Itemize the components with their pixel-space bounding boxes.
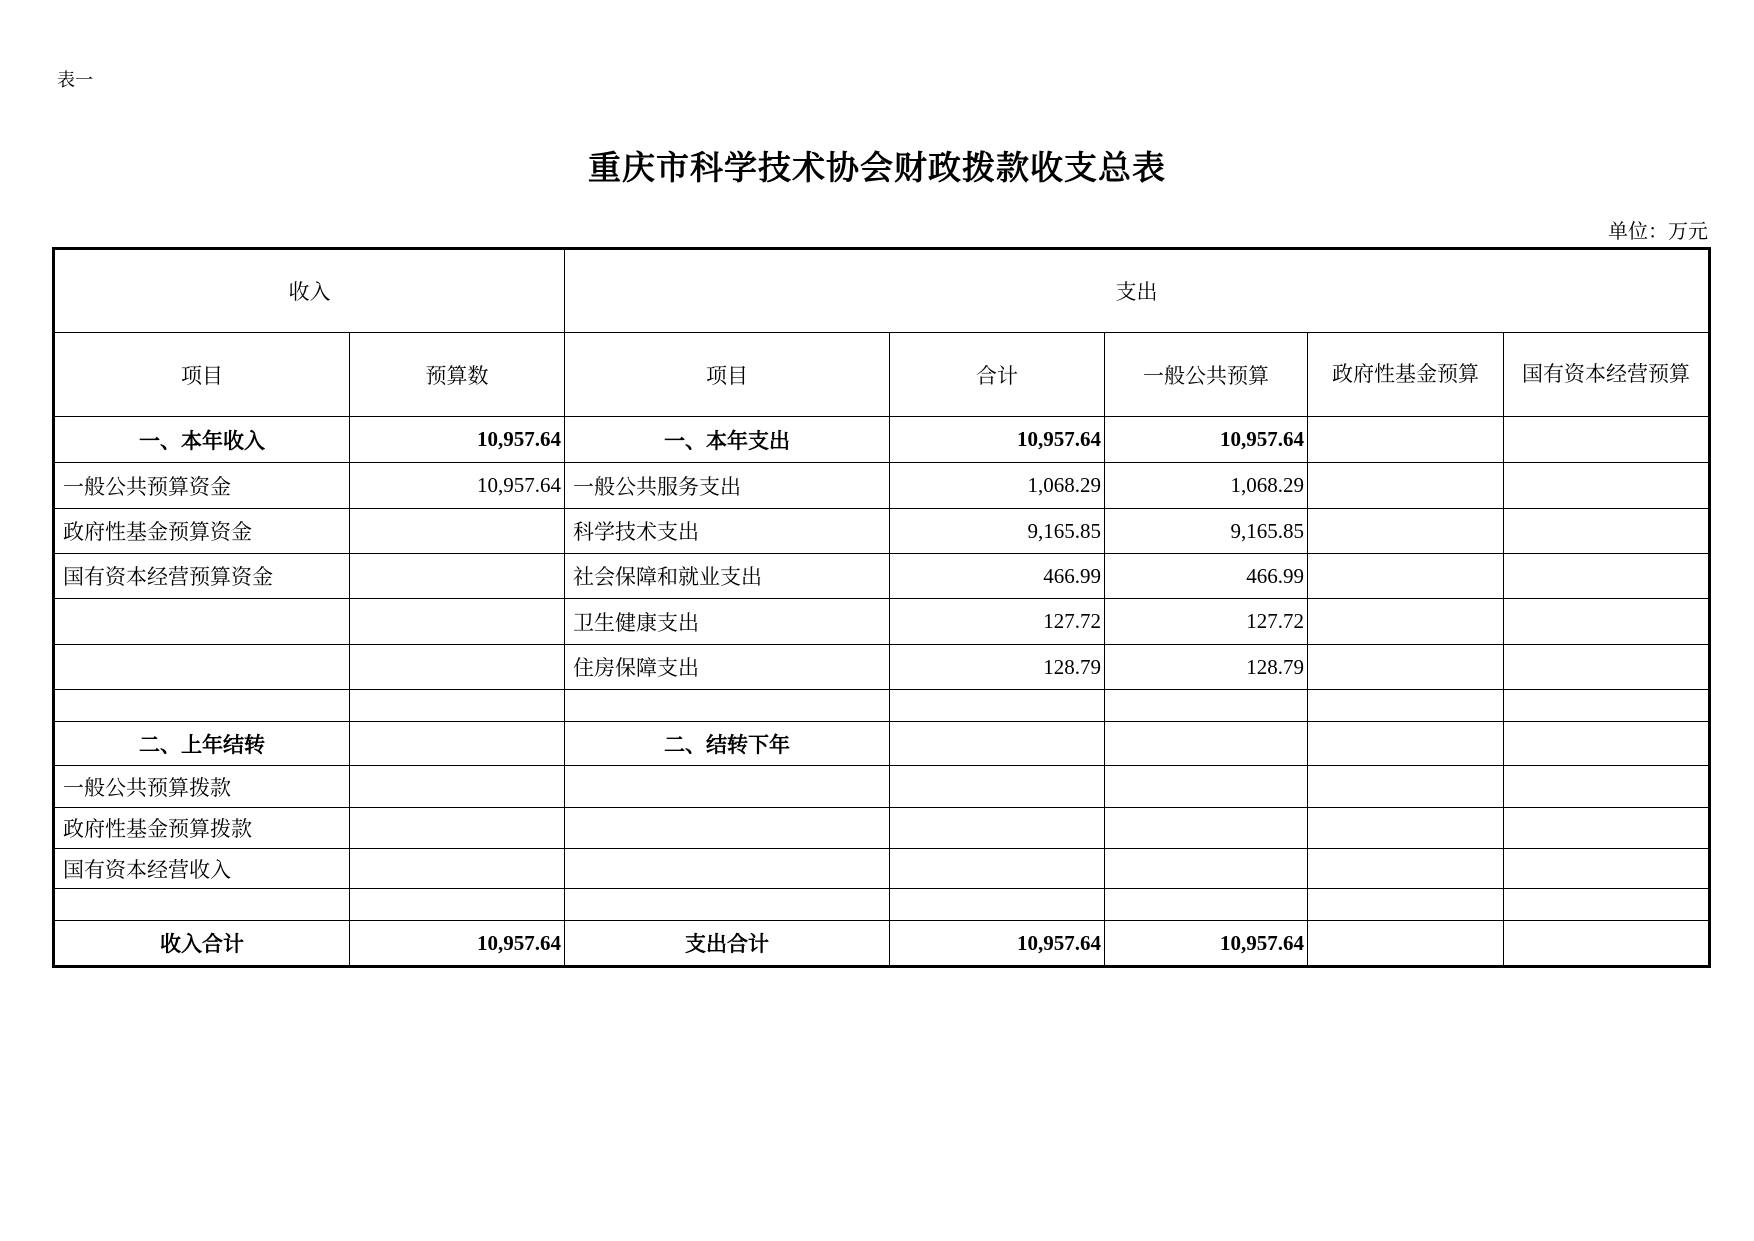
expense-item-cell bbox=[565, 889, 890, 921]
state-capital-budget-cell bbox=[1504, 690, 1710, 722]
expense-item-cell: 社会保障和就业支出 bbox=[565, 554, 890, 599]
table-row bbox=[54, 766, 1710, 808]
budget-cell bbox=[350, 722, 565, 766]
total-cell: 127.72 bbox=[890, 599, 1105, 645]
income-item-cell: 国有资本经营预算资金 bbox=[54, 554, 350, 599]
fiscal-summary-table bbox=[52, 247, 1711, 968]
general-budget-cell: 128.79 bbox=[1105, 645, 1308, 690]
column-header-state-capital-budget: 国有资本经营预算 bbox=[1504, 333, 1710, 417]
budget-cell bbox=[350, 554, 565, 599]
total-cell bbox=[890, 722, 1105, 766]
total-cell: 128.79 bbox=[890, 645, 1105, 690]
total-cell bbox=[890, 766, 1105, 808]
total-cell: 9,165.85 bbox=[890, 509, 1105, 554]
budget-cell bbox=[350, 808, 565, 849]
total-cell bbox=[890, 808, 1105, 849]
budget-cell bbox=[350, 690, 565, 722]
budget-cell: 10,957.64 bbox=[350, 921, 565, 967]
expense-item-cell: 住房保障支出 bbox=[565, 645, 890, 690]
general-budget-cell bbox=[1105, 889, 1308, 921]
total-cell bbox=[890, 889, 1105, 921]
income-item-cell: 国有资本经营收入 bbox=[54, 849, 350, 889]
total-cell: 10,957.64 bbox=[890, 921, 1105, 967]
total-cell bbox=[890, 849, 1105, 889]
state-capital-budget-cell bbox=[1504, 849, 1710, 889]
gov-fund-budget-cell bbox=[1308, 645, 1504, 690]
general-budget-cell bbox=[1105, 722, 1308, 766]
general-budget-cell: 127.72 bbox=[1105, 599, 1308, 645]
general-budget-cell bbox=[1105, 849, 1308, 889]
general-budget-cell: 10,957.64 bbox=[1105, 417, 1308, 463]
state-capital-budget-cell bbox=[1504, 889, 1710, 921]
gov-fund-budget-cell bbox=[1308, 722, 1504, 766]
gov-fund-budget-cell bbox=[1308, 849, 1504, 889]
page-title: 重庆市科学技术协会财政拨款收支总表 bbox=[588, 148, 1166, 187]
state-capital-budget-cell bbox=[1504, 554, 1710, 599]
column-header-total: 合计 bbox=[890, 333, 1105, 417]
income-item-cell: 政府性基金预算资金 bbox=[54, 509, 350, 554]
expense-item-cell bbox=[565, 808, 890, 849]
gov-fund-budget-cell bbox=[1308, 417, 1504, 463]
general-budget-cell bbox=[1105, 690, 1308, 722]
table-row bbox=[54, 808, 1710, 849]
total-cell bbox=[890, 690, 1105, 722]
expense-item-cell bbox=[565, 766, 890, 808]
income-item-cell: 一般公共预算资金 bbox=[54, 463, 350, 509]
income-header: 收入 bbox=[54, 249, 565, 333]
gov-fund-budget-cell bbox=[1308, 509, 1504, 554]
state-capital-budget-cell bbox=[1504, 766, 1710, 808]
general-budget-cell: 9,165.85 bbox=[1105, 509, 1308, 554]
income-item-cell bbox=[54, 645, 350, 690]
gov-fund-budget-cell bbox=[1308, 889, 1504, 921]
budget-cell bbox=[350, 599, 565, 645]
table-row bbox=[54, 645, 1710, 690]
state-capital-budget-cell bbox=[1504, 463, 1710, 509]
income-item-cell bbox=[54, 690, 350, 722]
general-budget-cell: 10,957.64 bbox=[1105, 921, 1308, 967]
gov-fund-budget-cell bbox=[1308, 554, 1504, 599]
expense-item-cell bbox=[565, 849, 890, 889]
state-capital-budget-cell bbox=[1504, 921, 1710, 967]
gov-fund-budget-cell bbox=[1308, 921, 1504, 967]
table-body bbox=[54, 417, 1710, 967]
table-row bbox=[54, 889, 1710, 921]
table-row bbox=[54, 599, 1710, 645]
total-cell: 466.99 bbox=[890, 554, 1105, 599]
general-budget-cell: 466.99 bbox=[1105, 554, 1308, 599]
table-row bbox=[54, 722, 1710, 766]
general-budget-cell: 1,068.29 bbox=[1105, 463, 1308, 509]
expense-header: 支出 bbox=[565, 249, 1710, 333]
state-capital-budget-cell bbox=[1504, 599, 1710, 645]
table-row bbox=[54, 509, 1710, 554]
header-row-group bbox=[54, 249, 1710, 333]
state-capital-budget-cell bbox=[1504, 509, 1710, 554]
general-budget-cell bbox=[1105, 808, 1308, 849]
state-capital-budget-cell bbox=[1504, 645, 1710, 690]
expense-item-cell: 科学技术支出 bbox=[565, 509, 890, 554]
column-header-gov-fund-budget: 政府性基金预算 bbox=[1308, 333, 1504, 417]
table-row bbox=[54, 554, 1710, 599]
column-header-expense-item: 项目 bbox=[565, 333, 890, 417]
expense-item-cell: 卫生健康支出 bbox=[565, 599, 890, 645]
gov-fund-budget-cell bbox=[1308, 766, 1504, 808]
income-item-cell: 收入合计 bbox=[54, 921, 350, 967]
income-item-cell bbox=[54, 599, 350, 645]
general-budget-cell bbox=[1105, 766, 1308, 808]
income-item-cell: 一般公共预算拨款 bbox=[54, 766, 350, 808]
income-item-cell bbox=[54, 889, 350, 921]
total-cell: 1,068.29 bbox=[890, 463, 1105, 509]
expense-item-cell: 一般公共服务支出 bbox=[565, 463, 890, 509]
expense-item-cell: 二、结转下年 bbox=[565, 722, 890, 766]
table-row bbox=[54, 463, 1710, 509]
column-header-general-budget: 一般公共预算 bbox=[1105, 333, 1308, 417]
income-item-cell: 二、上年结转 bbox=[54, 722, 350, 766]
budget-cell bbox=[350, 849, 565, 889]
table-row bbox=[54, 690, 1710, 722]
table-number-label: 表一 bbox=[57, 70, 93, 91]
header-row-columns bbox=[54, 333, 1710, 417]
table-row bbox=[54, 417, 1710, 463]
budget-cell bbox=[350, 889, 565, 921]
expense-item-cell bbox=[565, 690, 890, 722]
budget-cell bbox=[350, 645, 565, 690]
total-cell: 10,957.64 bbox=[890, 417, 1105, 463]
expense-item-cell: 支出合计 bbox=[565, 921, 890, 967]
budget-cell bbox=[350, 766, 565, 808]
table-row bbox=[54, 849, 1710, 889]
state-capital-budget-cell bbox=[1504, 722, 1710, 766]
unit-label: 单位：万元 bbox=[1608, 219, 1708, 243]
expense-item-cell: 一、本年支出 bbox=[565, 417, 890, 463]
table-row bbox=[54, 921, 1710, 967]
income-item-cell: 政府性基金预算拨款 bbox=[54, 808, 350, 849]
income-item-cell: 一、本年收入 bbox=[54, 417, 350, 463]
budget-cell: 10,957.64 bbox=[350, 463, 565, 509]
gov-fund-budget-cell bbox=[1308, 463, 1504, 509]
gov-fund-budget-cell bbox=[1308, 690, 1504, 722]
budget-cell: 10,957.64 bbox=[350, 417, 565, 463]
budget-cell bbox=[350, 509, 565, 554]
state-capital-budget-cell bbox=[1504, 417, 1710, 463]
column-header-budget: 预算数 bbox=[350, 333, 565, 417]
gov-fund-budget-cell bbox=[1308, 808, 1504, 849]
gov-fund-budget-cell bbox=[1308, 599, 1504, 645]
state-capital-budget-cell bbox=[1504, 808, 1710, 849]
column-header-income-item: 项目 bbox=[54, 333, 350, 417]
